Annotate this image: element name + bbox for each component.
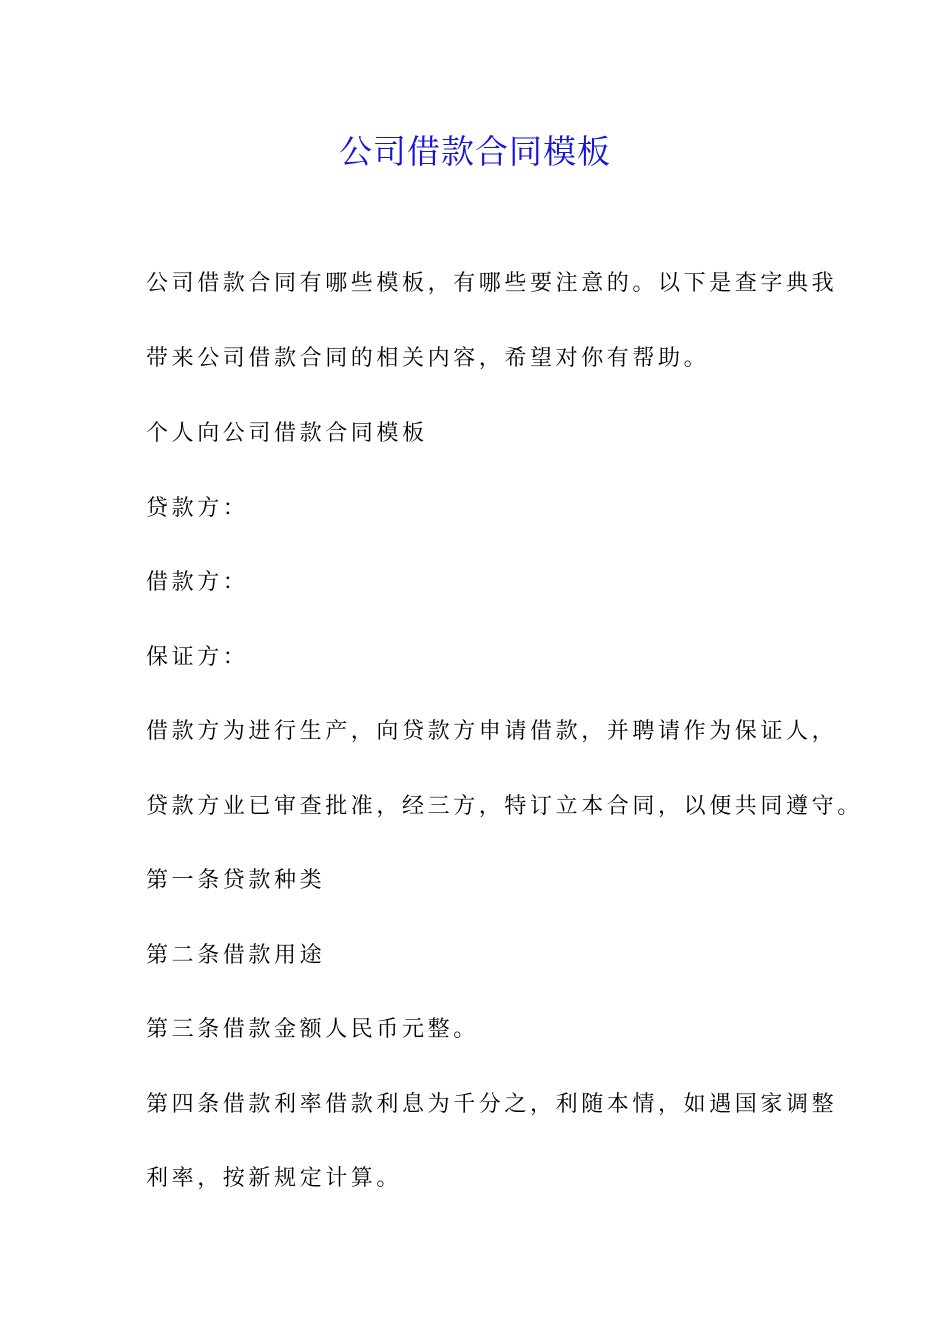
borrower-label: 借款方： [146, 570, 249, 595]
section-heading: 个人向公司借款合同模板 [146, 421, 428, 446]
preamble-line-2: 贷款方业已审查批准，经三方，特订立本合同，以便共同遵守。 [146, 794, 863, 819]
preamble-line-1: 借款方为进行生产，向贷款方申请借款，并聘请作为保证人， [146, 719, 838, 744]
intro-line-2: 带来公司借款合同的相关内容，希望对你有帮助。 [146, 346, 710, 371]
article-4-line-1: 第四条借款利率借款利息为千分之，利随本情，如遇国家调整 [146, 1092, 838, 1117]
article-2: 第二条借款用途 [146, 943, 326, 968]
article-3: 第三条借款金额人民币元整。 [146, 1017, 479, 1042]
guarantor-label: 保证方： [146, 645, 249, 670]
article-4-line-2: 利率，按新规定计算。 [146, 1166, 403, 1191]
intro-line-1: 公司借款合同有哪些模板，有哪些要注意的。以下是查字典我 [146, 271, 838, 296]
lender-label: 贷款方： [146, 496, 249, 521]
document-title: 公司借款合同模板 [339, 132, 611, 171]
article-1: 第一条贷款种类 [146, 868, 326, 893]
